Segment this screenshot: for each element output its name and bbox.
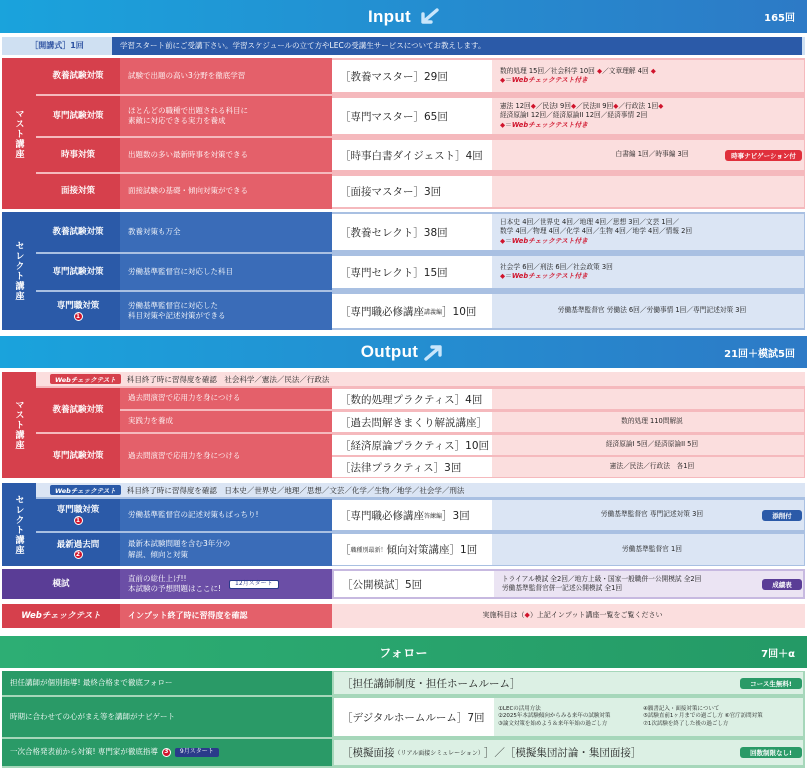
output-select-header: Webチェックテスト 科目終了時に習得度を確認 日本史／世界史／地理／思想／文芸／化学／生物／地学／社会学／刑法 [36,483,805,497]
mock-detail: トライアル模試 全2回／地方上級・国家一般職併一公開模試 全2回 労働基準監督官併一記述公開模試 全1回 [494,571,803,597]
course-free-tag: コース生無料! [740,678,802,689]
input-row5-course: ［専門セレクト］15回 [332,256,492,288]
output-sel1-detail: 労働基準監督官 1回 [492,534,804,565]
follow-row0-desc: 担任講師が個別指導! 最終合格まで徹底フォロー [2,671,332,695]
input-header-bar [0,0,807,33]
input-row1-course: ［専門マスター］65回 [332,98,492,134]
badge-3: 3 [162,748,171,757]
output-row3-course: ［法律プラクティス］3回 [332,457,492,477]
output-sel1-desc: 最新本試験問題を含む3年分の 解説、傾向と対策 [120,533,332,566]
output-header-bar [0,336,807,368]
follow-date: 9月スタート [175,748,219,757]
input-row6-course: ［専門職必修講座 講義編 ］10回 [332,294,492,328]
mock-date: 12月スタート [229,580,279,589]
input-title: Input [367,6,412,26]
output-sel0-cat: 専門職対策 1 [36,499,120,531]
unlimited-tag: 回数制限なし! [740,747,802,758]
input-row3-detail [492,176,804,207]
seiseki-tag: 成績表 [762,579,802,590]
follow-row1-course: ［デジタルホームルーム］7回 [334,698,494,736]
jiji-navigation-tag: 時事ナビゲーション付 [725,150,802,161]
output-title: Output [360,342,419,361]
input-row1-detail: 憲法 12回◆／民法I 9回◆／民法II 9回◆／行政法 1回◆ 経済原論I 12回／経済原論II 12回／経済事情 2回 ◆＝Webチェックテスト付き [492,98,804,134]
tensaku-tag: 添削付 [762,510,802,521]
input-row2-detail: 白書編 1回／時事編 3回 [492,140,804,170]
follow-row1-col2: ④願書記入・面接対策について ⑤試験直前1ヶ月までの過ごし方 ⑥官庁訪問対策 ⑦1次試験を終了した後の過ごし方 [639,698,803,736]
input-row0-detail: 数的処理 15回／社会科学 10回 ◆／文章理解 4回 ◆ ◆＝Webチェックテスト付き [492,60,804,92]
input-row0-cat: 教養試験対策 [36,58,120,94]
input-row2-course: ［時事白書ダイジェスト］4回 [332,140,492,170]
output-row1-desc: 実践力を養成 [120,411,332,432]
input-row5-cat: 専門試験対策 [36,254,120,290]
input-row5-detail: 社会学 6回／刑法 6回／社会政策 3回 ◆＝Webチェックテスト付き [492,256,804,288]
input-row0-course: ［教養マスター］29回 [332,60,492,92]
input-row1-cat: 専門試験対策 [36,96,120,136]
follow-count: 7回＋α [761,648,795,660]
arrow-down-left-icon [417,8,439,26]
output-row2-cat: 専門試験対策 [36,434,120,478]
output-row0-cat: 教養試験対策 [36,388,120,432]
output-sel1-cat: 最新過去問 2 [36,533,120,566]
input-row4-desc: 教養対策も万全 [120,212,332,252]
mock-cat: 模試 [2,569,120,599]
input-row6-detail: 労働基準監督官 労働法 6回／労働事情 1回／専門記述対策 3回 [492,294,804,328]
mock-desc: 直前の総仕上げ!! 本試験の予想問題はここに! 12月スタート [120,569,332,599]
input-row4-cat: 教養試験対策 [36,212,120,252]
input-row1-desc: ほとんどの職種で出題される科目に 素敵に対応できる実力を養成 [120,96,332,136]
follow-title: フォロー [379,645,428,660]
follow-header-bar [0,636,807,668]
output-row0-desc: 過去問演習で応用力を身につける [120,388,332,409]
output-must-header: Webチェックテスト 科目終了時に習得度を確認 社会科学／憲法／民法／行政法 [36,372,805,386]
output-sel0-desc: 労働基準監督官の記述対策もばっちり! [120,499,332,531]
follow-row2-desc: 一次合格発表前から対策! 専門家が徹底指導 3 9月スタート [2,739,332,766]
output-select-label: セレクト講座 [2,483,36,566]
output-sel0-course: ［専門職必修講座 答練編 ］3回 [332,500,492,530]
input-row2-cat: 時事対策 [36,138,120,172]
output-row3-detail: 憲法／民法／行政法 各1回 [492,457,804,477]
output-row0-course: ［数的処理プラクティス］4回 [332,389,492,409]
follow-row0-course: ［担任講師制度・担任ホームルーム］ [334,672,803,694]
input-row2-desc: 出題数の多い最新時事を対策できる [120,138,332,172]
output-must-label: マスト講座 [2,372,36,478]
output-row0-detail [492,389,804,409]
input-must-label: マスト講座 [2,58,36,209]
webcheck-badge-select: Webチェックテスト [50,485,121,495]
webcheck-badge: Webチェックテスト [50,374,121,384]
input-row3-course: ［面接マスター］3回 [332,176,492,207]
input-row6-desc: 労働基準監督官に対応した 科目対策や記述対策ができる [120,292,332,330]
input-row3-desc: 面接試験の基礎・傾向対策ができる [120,174,332,209]
follow-row2-course: ［模擬面接 （リアル面接シミュレーション） ］／［模擬集団討論・集団面接］ [334,740,803,765]
web-cat: Webチェックテスト [2,604,120,628]
follow-row1-desc: 時期に合わせての心がまえ等を講師がナビゲート [2,697,332,737]
input-count: 165回 [764,13,795,24]
output-row1-course: ［過去問解きまくり解説講座］ [332,412,492,432]
mock-course: ［公開模試］5回 [334,571,494,597]
badge-2: 2 [74,550,83,559]
badge-1: 1 [74,312,83,321]
input-row3-cat: 面接対策 [36,174,120,209]
output-row2-course: ［経済原論プラクティス］10回 [332,435,492,455]
output-sel0-detail: 労働基準監督官 専門記述対策 3回 [492,500,804,530]
web-desc: インプット終了時に習得度を確認 [120,604,332,628]
input-select-label: セレクト講座 [2,212,36,330]
output-row2-detail: 経済原論I 5回／経済原論II 5回 [492,435,804,455]
output-row2-desc: 過去問演習で応用力を身につける [120,434,332,478]
input-row0-desc: 試験で出題の高い3分野を徹底学習 [120,58,332,94]
input-row6-cat: 専門職対策 1 [36,292,120,330]
output-count: 21回＋模試5回 [724,348,795,360]
input-row5-desc: 労働基準監督官に対応した科目 [120,254,332,290]
intro-label: ［開講式］1回 [2,37,112,55]
input-row4-detail: 日本史 4回／世界史 4回／地理 4回／思想 3回／文芸 1回／ 数学 4回／物理 4回／化学 4回／生物 4回／地学 4回／情報 2回 ◆＝Webチェックテスト付き [492,214,804,250]
output-sel1-course: ［ 職種別最新！ 傾向対策講座］1回 [332,534,492,565]
follow-row1-col1: ①LECの活用方法 ②2025年本試験傾向からみる来年の試験対策 ③論文対策を始めよう＆来年年始の過ごし方 [494,698,639,736]
badge-1b: 1 [74,516,83,525]
arrow-up-right-icon [424,343,446,361]
output-row1-detail: 数的処理 110問解説 [492,412,804,432]
web-note: 実施科目は（ ◆ ）上記インプット講座一覧をご覧ください [332,604,805,628]
intro-text: 学習スタート前にご受講下さい。学習スケジュールの立て方やLECの受講生サービスについてお教えします。 [112,37,802,55]
input-row4-course: ［教養セレクト］38回 [332,214,492,250]
